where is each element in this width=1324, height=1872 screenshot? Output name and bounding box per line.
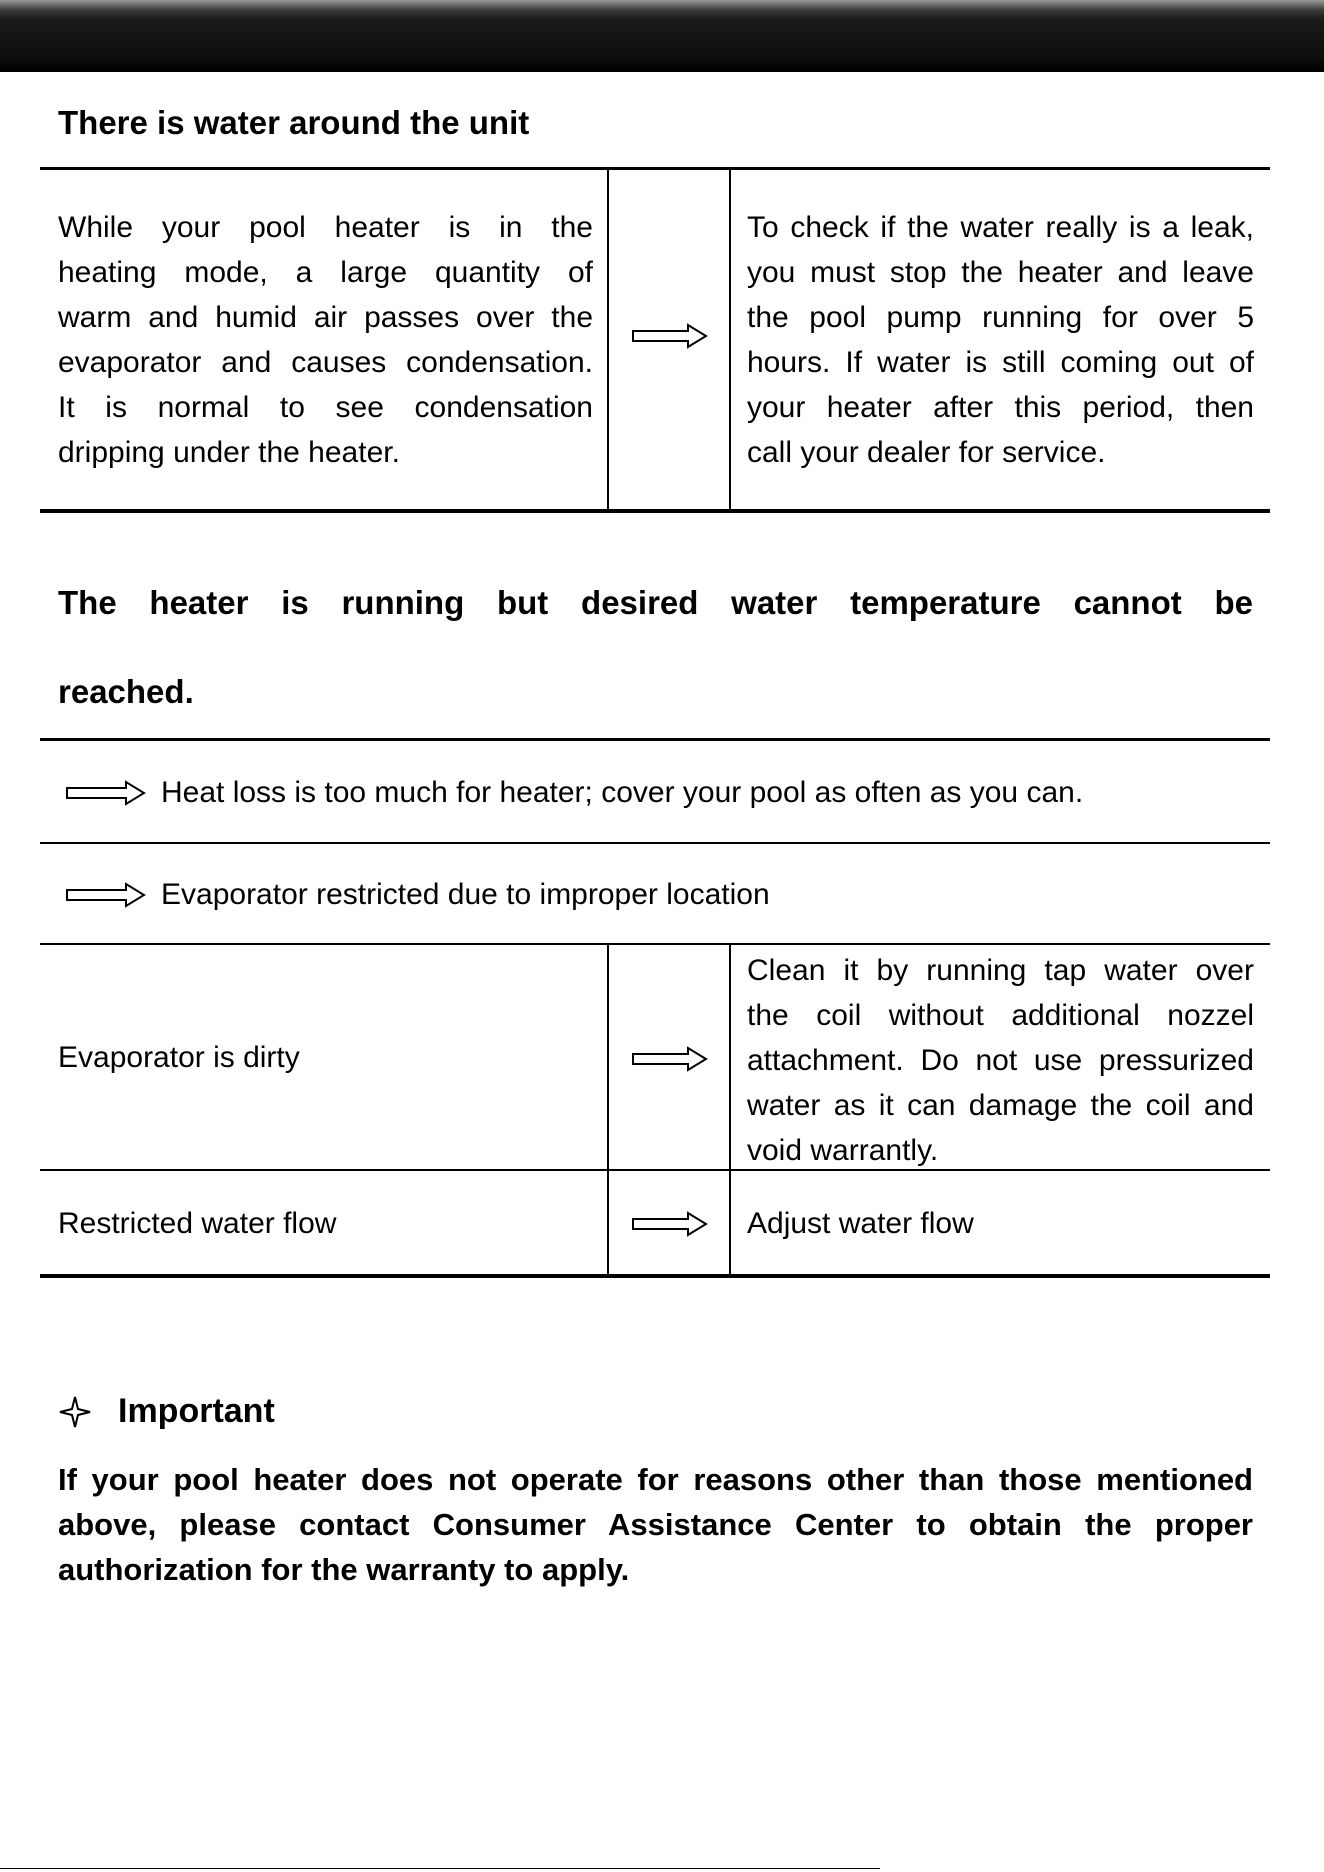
section-heading-water-around-unit: There is water around the unit: [58, 104, 530, 141]
solution-text-leak-check: To check if the water really is a leak, you must stop the heater and leave the pool pump running for over 5 hours. If water is still coming out of your heater after this period, then call your dealer for service.: [747, 211, 1254, 469]
column-divider: [607, 944, 609, 1274]
header-bar: [0, 0, 1324, 72]
section-heading-temperature-cont: reached.: [58, 673, 194, 710]
cause-text-condensation: While your pool heater is in the heating mode, a large quantity of warm and humid air passes over the evaporator and causes condensation. It is normal to see condensation dripping under the heater.: [58, 211, 593, 469]
right-arrow-icon: [64, 780, 148, 806]
solution-text-clean-evaporator: Clean it by running tap water over the coil without additional nozzel attachment. Do not use pressurized water as it can damage the coil and void warrantly.: [747, 954, 1254, 1167]
cause-text-restricted-flow: Restricted water flow: [58, 1207, 337, 1240]
column-divider: [729, 169, 731, 511]
important-heading: [58, 1392, 275, 1431]
important-body: If your pool heater does not operate for reasons other than those mentioned above, please contact Consumer Assistance Center to obtain the proper authorization for the warranty to apply.: [58, 1462, 1253, 1587]
four-point-star-icon: [58, 1395, 92, 1429]
row-divider: [40, 943, 1270, 945]
column-divider: [607, 169, 609, 511]
important-title: Important: [118, 1392, 275, 1430]
table-top-rule: [40, 738, 1270, 741]
right-arrow-icon: [64, 882, 148, 908]
row-divider: [40, 1169, 1270, 1171]
row-divider: [40, 842, 1270, 844]
solution-text-adjust-flow: Adjust water flow: [747, 1207, 974, 1240]
cause-text-heat-loss: Heat loss is too much for heater; cover your pool as often as you can.: [161, 776, 1084, 809]
cause-text-evaporator-dirty: Evaporator is dirty: [58, 1041, 300, 1074]
table-top-rule: [40, 167, 1270, 170]
right-arrow-icon: [630, 323, 710, 349]
cause-text-evaporator-restricted: Evaporator restricted due to improper location: [161, 878, 770, 911]
footer-rule: [0, 1868, 880, 1869]
right-arrow-icon: [630, 1046, 710, 1072]
section-heading-temperature: The heater is running but desired water temperature cannot be: [58, 584, 1253, 621]
table-bottom-rule: [40, 509, 1270, 513]
column-divider: [729, 944, 731, 1274]
table-bottom-rule: [40, 1274, 1270, 1278]
right-arrow-icon: [630, 1211, 710, 1237]
